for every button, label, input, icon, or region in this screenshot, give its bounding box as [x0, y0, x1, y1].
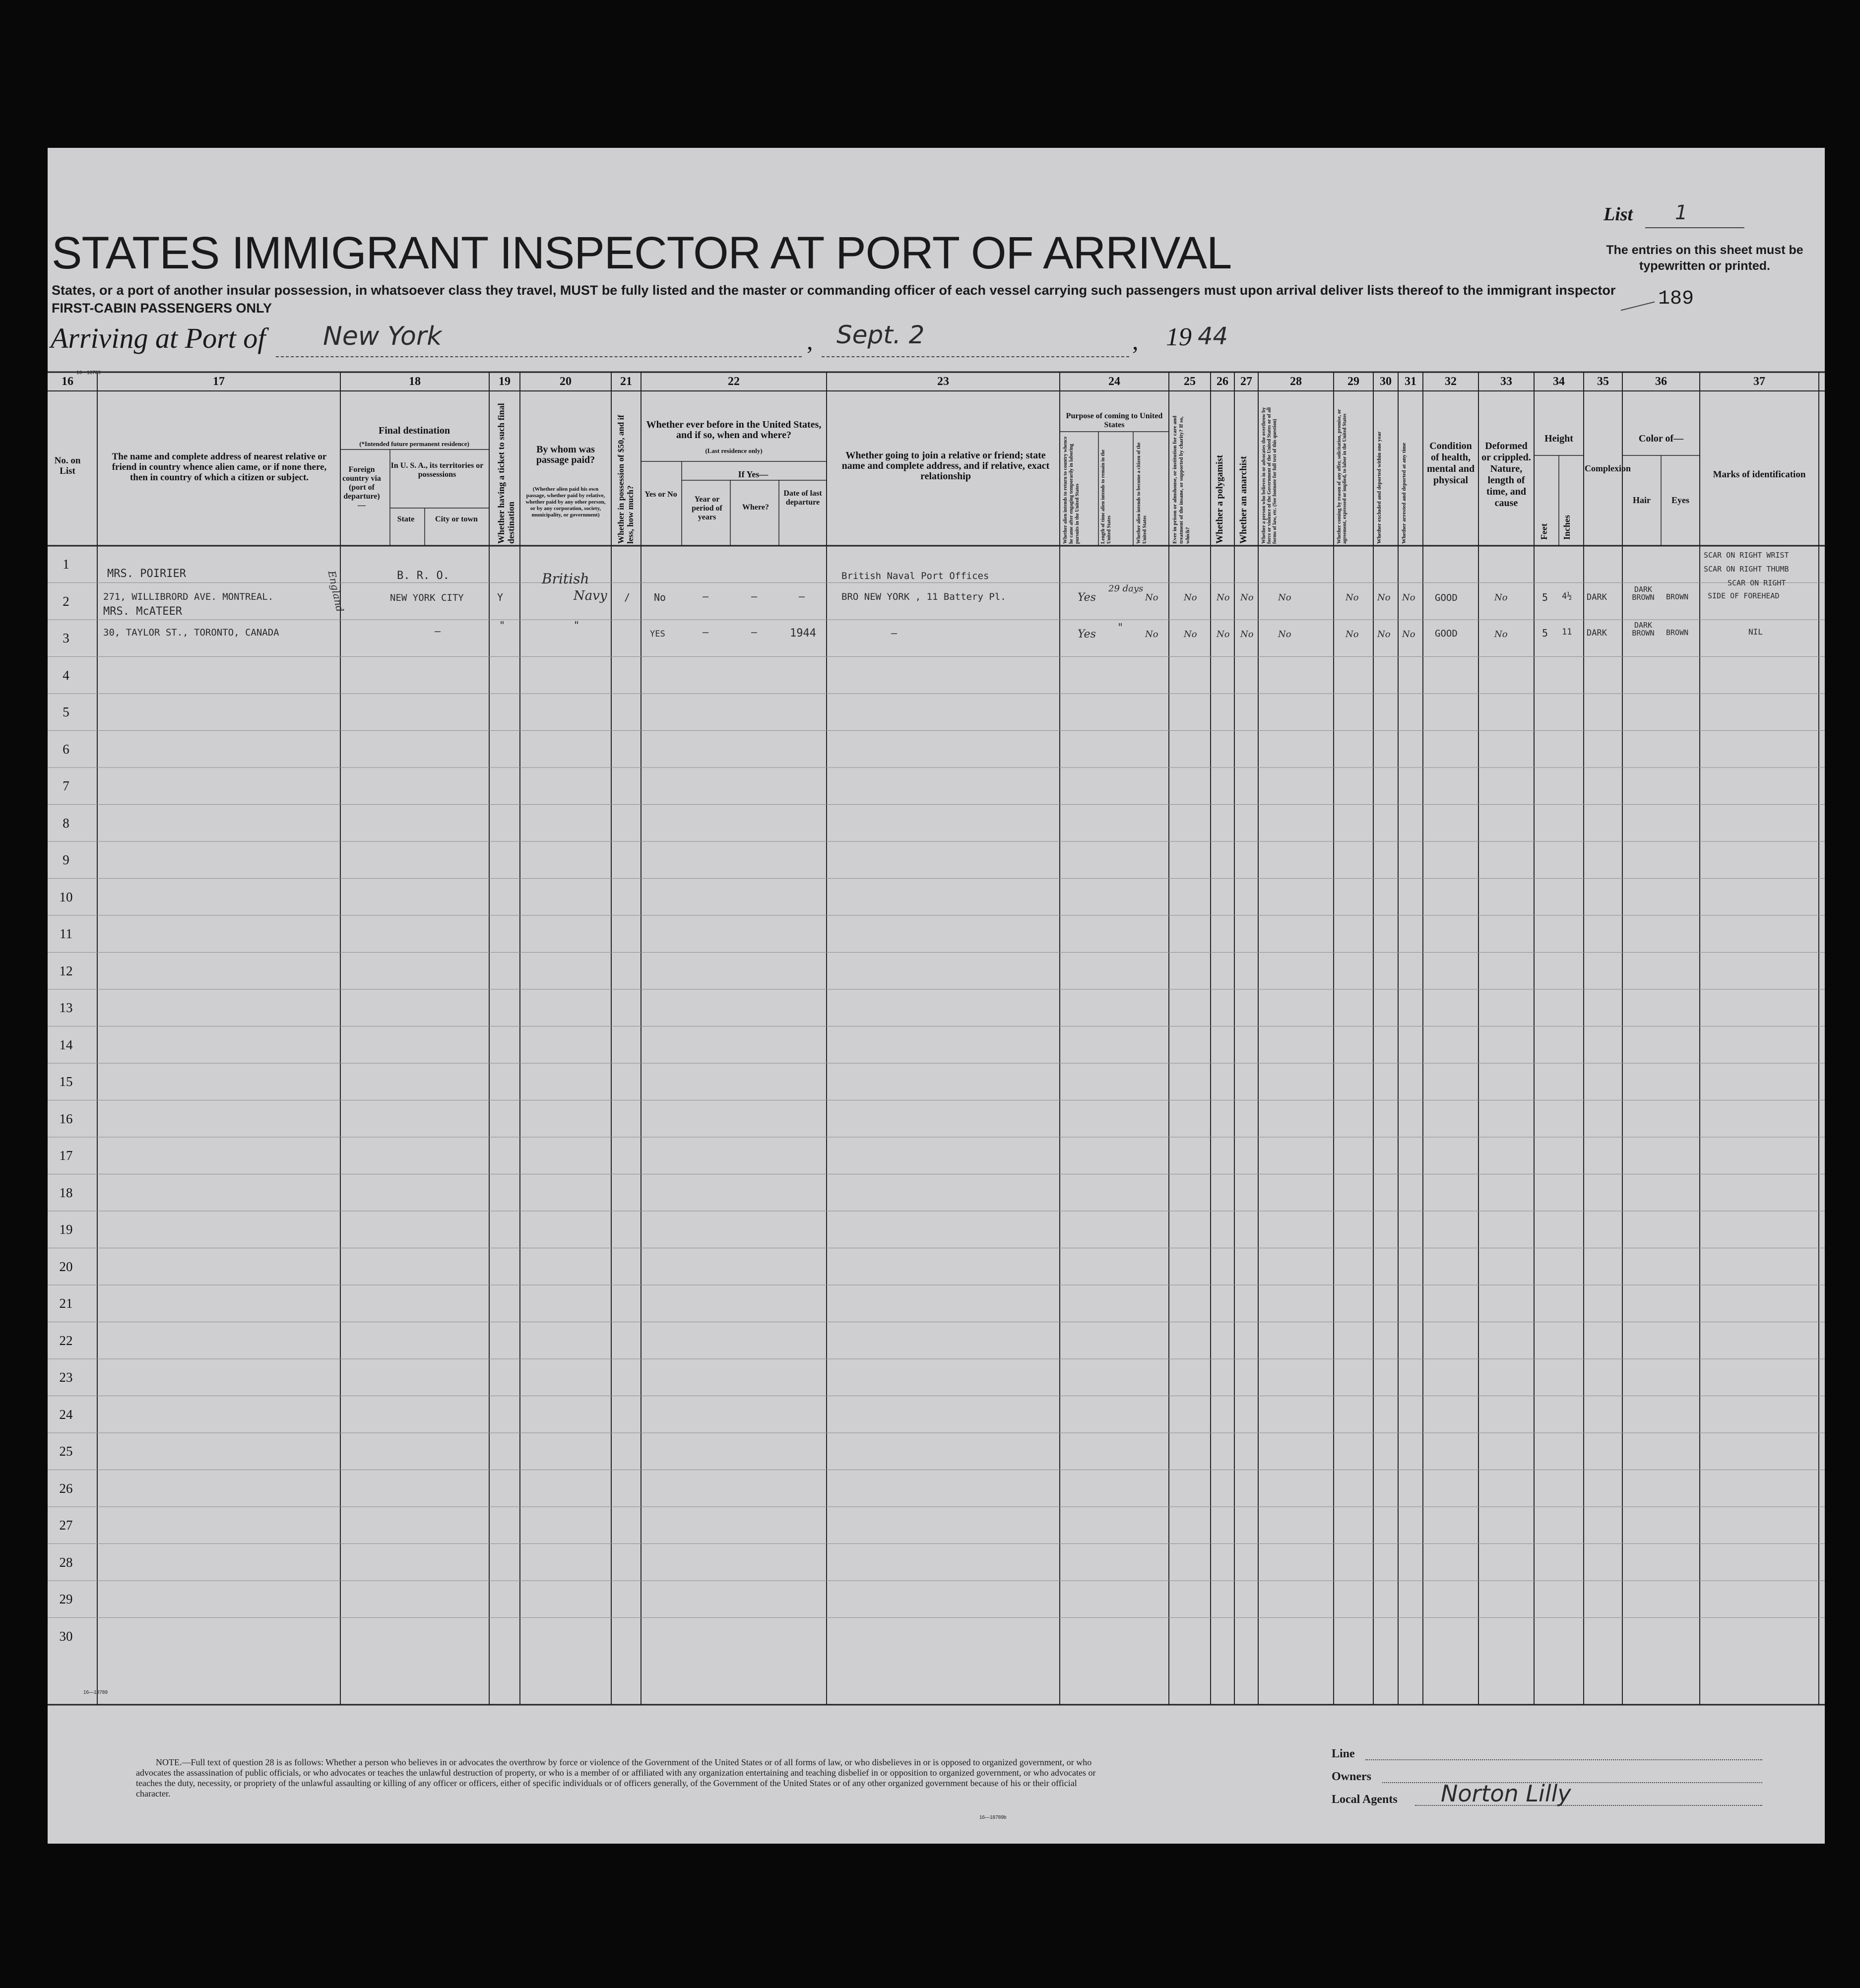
entry-hair: DARK BROWN	[1632, 621, 1655, 638]
entry-join: British Naval Port Offices	[841, 571, 989, 581]
header-question-29: Whether coming by reason of any offer, solicitation, promise, or agreement, expressed or implied, to labor in the United States	[1337, 409, 1347, 544]
entry-inches: 11	[1562, 627, 1572, 637]
entry-date: 1944	[790, 627, 816, 640]
col-num-26: 26	[1217, 375, 1228, 388]
header-ever-before: Whether ever before in the United States, and if so, when and where?	[646, 419, 822, 441]
list-number: 1	[1675, 201, 1688, 224]
header-usa: In U. S. A., its territories or possessions	[390, 461, 484, 479]
col-num-17: 17	[213, 375, 225, 388]
entry-eyes: BROWN	[1666, 628, 1689, 637]
header-passage-paid: By whom was passage paid?	[536, 444, 595, 465]
entry-prison: No	[1184, 629, 1197, 640]
col-num-32: 32	[1445, 375, 1457, 388]
entry-eyes: BROWN	[1666, 592, 1689, 601]
entry-foreign-country: England	[325, 570, 346, 613]
entry-name: MRS. POIRIER	[107, 568, 186, 580]
header-final-destination-sub: (*Intended future permanent residence)	[359, 440, 469, 448]
sheet-number: 189	[1658, 288, 1694, 310]
row-number: 29	[59, 1592, 73, 1606]
col-num-34: 34	[1553, 375, 1565, 388]
arriving-label: Arriving at Port of	[51, 322, 266, 354]
year-prefix: 19	[1166, 323, 1192, 351]
entry-feet: 5	[1542, 591, 1548, 603]
header-hair: Hair	[1633, 495, 1651, 505]
col-num-24: 24	[1108, 375, 1120, 388]
row-number: 25	[59, 1444, 73, 1459]
row-number: 1	[63, 557, 69, 572]
col-num-22: 22	[728, 375, 740, 388]
local-agents-label: Local Agents	[1332, 1793, 1398, 1806]
row-number: 9	[63, 852, 69, 867]
port-value: New York	[323, 321, 442, 351]
row-number: 5	[63, 705, 69, 719]
entry-deformed: No	[1494, 629, 1508, 640]
entry-polygamist: No	[1217, 629, 1230, 640]
header-year-period: Year or period of years	[692, 495, 722, 521]
entry-city: NEW YORK CITY	[390, 592, 464, 603]
header-polygamist: Whether a polygamist	[1215, 454, 1225, 544]
row-number: 10	[59, 889, 73, 904]
header-excluded: Whether excluded and deported within one year	[1376, 431, 1382, 544]
entry-inches: 4½	[1562, 591, 1572, 601]
col-num-37: 37	[1753, 375, 1765, 388]
row-number: 24	[59, 1407, 73, 1422]
header-feet: Feet	[1539, 523, 1549, 540]
entry-q30: No	[1377, 592, 1391, 603]
entry-prison: No	[1184, 592, 1197, 603]
row-number: 21	[59, 1296, 73, 1311]
col-num-16: 16	[62, 375, 73, 388]
row-number: 14	[59, 1037, 73, 1052]
entry-purpose: Yes	[1078, 628, 1096, 641]
header-join-relative: Whether going to join a relative or friend; state name and complete address, and if relative, exact relationship	[841, 450, 1050, 482]
row-number: 13	[59, 1000, 73, 1015]
entry-q29: No	[1346, 592, 1359, 603]
entry-complexion: DARK	[1587, 628, 1607, 638]
header-no-on-list: No. on List	[54, 455, 81, 476]
row-number: 4	[63, 667, 69, 683]
entry-length: "	[1117, 621, 1124, 633]
entry-address: 271, WILLIBRORD AVE. MONTREAL.	[103, 591, 274, 602]
header-question-28: Whether a person who believes in or advocates the overthrow by force or violence of the Government of the United States or of all forms of law, etc. (See footnote for full text of this question)	[1261, 407, 1278, 544]
row-number: 2	[63, 593, 69, 609]
date-value: Sept. 2	[836, 321, 925, 349]
header-height: Height	[1544, 433, 1573, 444]
entry-ticket: Y	[497, 591, 504, 603]
entry-marks-3: SCAR ON RIGHT	[1728, 578, 1786, 587]
row-number: 27	[59, 1518, 73, 1533]
header-date-last-departure: Date of last departure	[783, 489, 822, 507]
entry-health: GOOD	[1435, 628, 1458, 639]
form-number-left: 16—18789	[83, 1690, 108, 1695]
entry-complexion: DARK	[1587, 592, 1607, 602]
form-number-bottom: 16—18789b	[979, 1815, 1007, 1820]
entry-address: 30, TAYLOR ST., TORONTO, CANADA	[103, 627, 279, 638]
list-label: List	[1603, 204, 1633, 225]
header-marks: Marks of identification	[1713, 469, 1806, 480]
entry-before: YES	[650, 629, 665, 639]
form-number: 16—18789	[76, 370, 101, 376]
entry-state: B. R. O.	[397, 570, 449, 582]
header-state: State	[397, 515, 415, 523]
header-anarchist: Whether an anarchist	[1238, 456, 1249, 544]
row-number: 3	[63, 631, 69, 645]
row-number: 17	[59, 1148, 73, 1163]
header-city: City or town	[435, 515, 478, 523]
entry-q31: No	[1402, 592, 1415, 603]
header-nearest-relative: The name and complete address of nearest relative or friend in country whence alien came, or if none there, then in country of which a citizen or subject.	[112, 451, 327, 483]
col-num-27: 27	[1240, 375, 1252, 388]
row-number: 30	[59, 1628, 73, 1644]
entry-before: No	[654, 591, 666, 603]
header-yes-or-no: Yes or No	[644, 490, 677, 499]
col-num-28: 28	[1290, 375, 1302, 388]
header-arrested: Whether arrested and deported at any time	[1401, 443, 1407, 544]
entry-marks-2: SCAR ON RIGHT THUMB	[1704, 565, 1789, 574]
row-number: 16	[59, 1111, 73, 1126]
typewritten-notice: The entries on this sheet must be typewritten or printed.	[1606, 243, 1803, 273]
col-num-18: 18	[409, 375, 421, 388]
col-num-20: 20	[560, 375, 572, 388]
entry-purpose: Yes	[1078, 591, 1096, 604]
col-num-25: 25	[1184, 375, 1196, 388]
col-num-33: 33	[1500, 375, 1512, 388]
entry-health: GOOD	[1435, 592, 1458, 603]
entry-q28: No	[1278, 629, 1291, 640]
entry-deformed: No	[1494, 592, 1508, 603]
entry-feet: 5	[1542, 627, 1548, 639]
entry-ticket: "	[499, 619, 506, 631]
entry-marks: NIL	[1748, 627, 1763, 637]
entry-year: —	[703, 590, 709, 602]
header-passage-paid-sub: (Whether alien paid his own passage, whether paid by relative, whether paid by any other person, or by any corporation, society, municipality, or government)	[525, 486, 606, 518]
header-purpose-length: Length of time alien intends to remain in the United States	[1100, 449, 1112, 544]
entry-q28: No	[1278, 592, 1291, 603]
entry-hair: DARK BROWN	[1632, 585, 1655, 602]
header-if-yes: If Yes—	[738, 469, 769, 479]
line-label: Line	[1332, 1747, 1355, 1760]
row-number: 23	[59, 1370, 73, 1385]
col-num-29: 29	[1347, 375, 1359, 388]
entry-citizen: No	[1145, 629, 1158, 640]
form-instructions: States, or a port of another insular possession, in whatsoever class they travel, MUST be fully listed and the master or commanding officer of each vessel carrying such passengers must upon arrival deliver lists thereof to the immigrant inspector	[52, 283, 1616, 298]
header-foreign-country: Foreign country via (port of departure)—	[342, 465, 381, 510]
entry-marks-4: SIDE OF FOREHEAD	[1708, 591, 1780, 600]
row-number: 22	[59, 1333, 73, 1348]
entry-name: MRS. McATEER	[103, 605, 182, 618]
entry-where: —	[751, 626, 758, 638]
row-number: 6	[63, 741, 69, 757]
entry-q31: No	[1402, 629, 1415, 640]
manifest-sheet: STATES IMMIGRANT INSPECTOR AT PORT OF ARRIVAL States, or a port of another insular possession, in whatsoever class they travel, MUST be fully listed and the master or commanding officer of each vessel carrying such passengers must upon arrival deliver lists thereof to the immigrant inspector FIRST-CABIN PASSENGERS ONLY Arriving at Port of New York , Sept. 2 , 19 44 List 1 The entries on this sheet must be typewritten or printed. 189 16—18789 16 17 18 19 20 21 22 23 24 25 26 27 28 29 30 31 32 33 34 35 36 37 No. on List The name and complete address of nearest relative or friend in country whence alien came, or if none there, then in country of which a citizen or subject. Final destination (*Intended future permanent residence) Foreign country via (port of departure)— In U. S. A., its territories or possessions State City or town Whether having a ticket to such final destination By whom was passage paid? (Whether alien paid his own passage, whether paid by relative, whether paid by any other person, or by any corporation, society, municipality, or government) Whether in possession of $50, and if less, how much? Whether ever before in the United States, and if so, when and where? (Last residence only) If Yes— Yes or No Year or period of years Where? Date of last departure Whether going to join a relative or friend; state name and complete address, and if relative, exact relationship Purpose of coming to United States Whether alien intends to return to country whence he came after engaging temporarily in laboring pursuits in the United States Length of time alien intends to remain in the United States Whether alien intends to become a citizen of the United States Ever in prison or almshouse, or institution for care and treatment of the insane, or supported by charity? If so, which? Whether a polygamist Whether an anarchist Whether a person who believes in or advocates the overthrow by force or violence of the Government of the United States or of all forms of law, etc. (See footnote for full text of this question) Whether coming by reason of any offer, solicitation, promise, or agreement, expressed or implied, to labor in the United States Whether excluded and deported within one year Whether arrested and deported at any time Condition of health, mental and physical Deformed or crippled. Nature, length of time, and cause Height Feet Inches Complexion Color of— Hair Eyes Marks of identification 1 2 3 4 5 6 7 8 9 10 11 12 13 14 15 16 17 18 19 20 21 22 23 24 25 26 27 28 29 30 MRS. POIRIER 271, WILLIBRORD AVE. MONTREAL. England B. R. O. NEW YORK CITY Y British Navy / No — — — British Naval Port Offices BRO NEW YORK , 11 Battery Pl. Yes 29 days No No No No No No No No GOOD No 5 4½ DARK DARK BROWN BROWN SCAR ON RIGHT WRIST SCAR ON RIGHT THUMB SCAR ON RIGHT SIDE OF FOREHEAD MRS. McATEER 30, TAYLOR ST., TORONTO, CANADA — " " YES — — 1944 — Yes " No No No No No No No No GOOD No 5 11 DARK DARK BROWN BROWN NIL 16—18789 NOTE.—Full text of question 28 is as follows: Whether a person who believes in or advocates the overthrow by force or violence of the Government of the United States or of all forms of law, or who disbelieves in or is opposed to organized government, or who advocates the assassination of public officials, or who advocates or teaches the unlawful destruction of property, or who is a member of or affiliated with any organization entertaining and teaching disbelief in or opposition to organized government, or who advocates or teaches the duty, necessity, or propriety of the unlawful assaulting or killing of any officer or officers, either of specific individuals or of officers generally, of the Government of the United States or of any other organized government because of his or their official character. 16—18789b Line Owners Local Agents Norton Lilly	[48, 148, 1825, 1844]
header-color-of: Color of—	[1638, 433, 1684, 444]
row-number: 19	[59, 1222, 73, 1237]
row-number: 18	[59, 1185, 73, 1200]
row-number: 20	[59, 1259, 73, 1274]
header-eyes: Eyes	[1671, 495, 1689, 505]
header-where: Where?	[742, 503, 769, 512]
entry-year: —	[703, 626, 709, 638]
question-28-note: NOTE.—Full text of question 28 is as follows: Whether a person who believes in or advocates the overthrow by force or violence of the Government of the United States or of all forms of law, or who disbelieves in or is opposed to organized government, or who advocates the assassination of public officials, or who advocates or teaches the unlawful destruction of property, or who is a member of or affiliated with any organization entertaining and teaching disbelief in or opposition to organized government, or who advocates or teaches the duty, necessity, or propriety of the unlawful assaulting or killing of any officer or officers, either of specific individuals or of officers generally, of the Government of the United States or of any other organized government because of his or their official character.	[136, 1757, 1096, 1798]
header-complexion: Complexion	[1585, 463, 1631, 473]
header-deformed: Deformed or crippled. Nature, length of time, and cause	[1481, 441, 1531, 509]
entry-money: /	[624, 591, 631, 603]
col-num-36: 36	[1655, 375, 1667, 388]
row-number: 11	[60, 926, 72, 941]
header-prison: Ever in prison or almshouse, or institution for care and treatment of the insane, or supported by charity? If so, which?	[1172, 415, 1191, 544]
entry-anarchist: No	[1240, 629, 1254, 640]
entry-join-2: BRO NEW YORK , 11 Battery Pl.	[841, 591, 1006, 602]
col-num-30: 30	[1380, 375, 1392, 388]
row-number: 15	[59, 1074, 73, 1089]
entry-join: —	[891, 627, 898, 639]
entry-paid-by: British	[542, 571, 589, 587]
table-grid	[48, 148, 1825, 1844]
cabin-class-label: FIRST-CABIN PASSENGERS ONLY	[52, 301, 272, 316]
col-num-23: 23	[937, 375, 949, 388]
entry-anarchist: No	[1240, 592, 1254, 603]
entry-citizen: No	[1145, 592, 1158, 603]
col-num-31: 31	[1405, 375, 1416, 388]
header-fifty-dollars: Whether in possession of $50, and if less, how much?	[616, 415, 635, 544]
local-agents-value: Norton Lilly	[1441, 1780, 1571, 1807]
entry-length: 29 days	[1108, 583, 1144, 594]
form-title: STATES IMMIGRANT INSPECTOR AT PORT OF ARRIVAL	[52, 228, 1232, 278]
header-ticket: Whether having a ticket to such final destination	[496, 403, 516, 544]
entry-city: —	[435, 625, 441, 637]
entry-polygamist: No	[1217, 592, 1230, 603]
entry-paid-by: "	[574, 619, 580, 631]
owners-label: Owners	[1332, 1770, 1371, 1783]
header-final-destination: Final destination	[379, 425, 450, 436]
header-health: Condition of health, mental and physical	[1426, 441, 1475, 486]
col-num-19: 19	[499, 375, 511, 388]
entry-q30: No	[1377, 629, 1391, 640]
row-number: 28	[59, 1554, 73, 1570]
header-inches: Inches	[1562, 514, 1572, 540]
entry-q29: No	[1346, 629, 1359, 640]
col-num-35: 35	[1597, 375, 1609, 388]
header-purpose-return: Whether alien intends to return to country whence he came after engaging temporarily in laboring pursuits in the United States	[1063, 436, 1080, 544]
row-number: 8	[63, 815, 69, 831]
entry-where: —	[751, 590, 758, 602]
row-number: 26	[59, 1480, 73, 1496]
entry-marks: SCAR ON RIGHT WRIST	[1704, 551, 1789, 560]
row-number: 12	[59, 963, 73, 978]
year-value: 44	[1198, 322, 1228, 350]
entry-date: —	[799, 590, 805, 602]
entry-paid-by-2: Navy	[574, 588, 607, 603]
row-number: 7	[63, 778, 69, 793]
header-ever-before-sub: (Last residence only)	[705, 447, 763, 454]
header-purpose-citizen: Whether alien intends to become a citizen of the United States	[1136, 442, 1148, 544]
header-purpose: Purpose of coming to United States	[1066, 412, 1163, 429]
col-num-21: 21	[620, 375, 632, 388]
